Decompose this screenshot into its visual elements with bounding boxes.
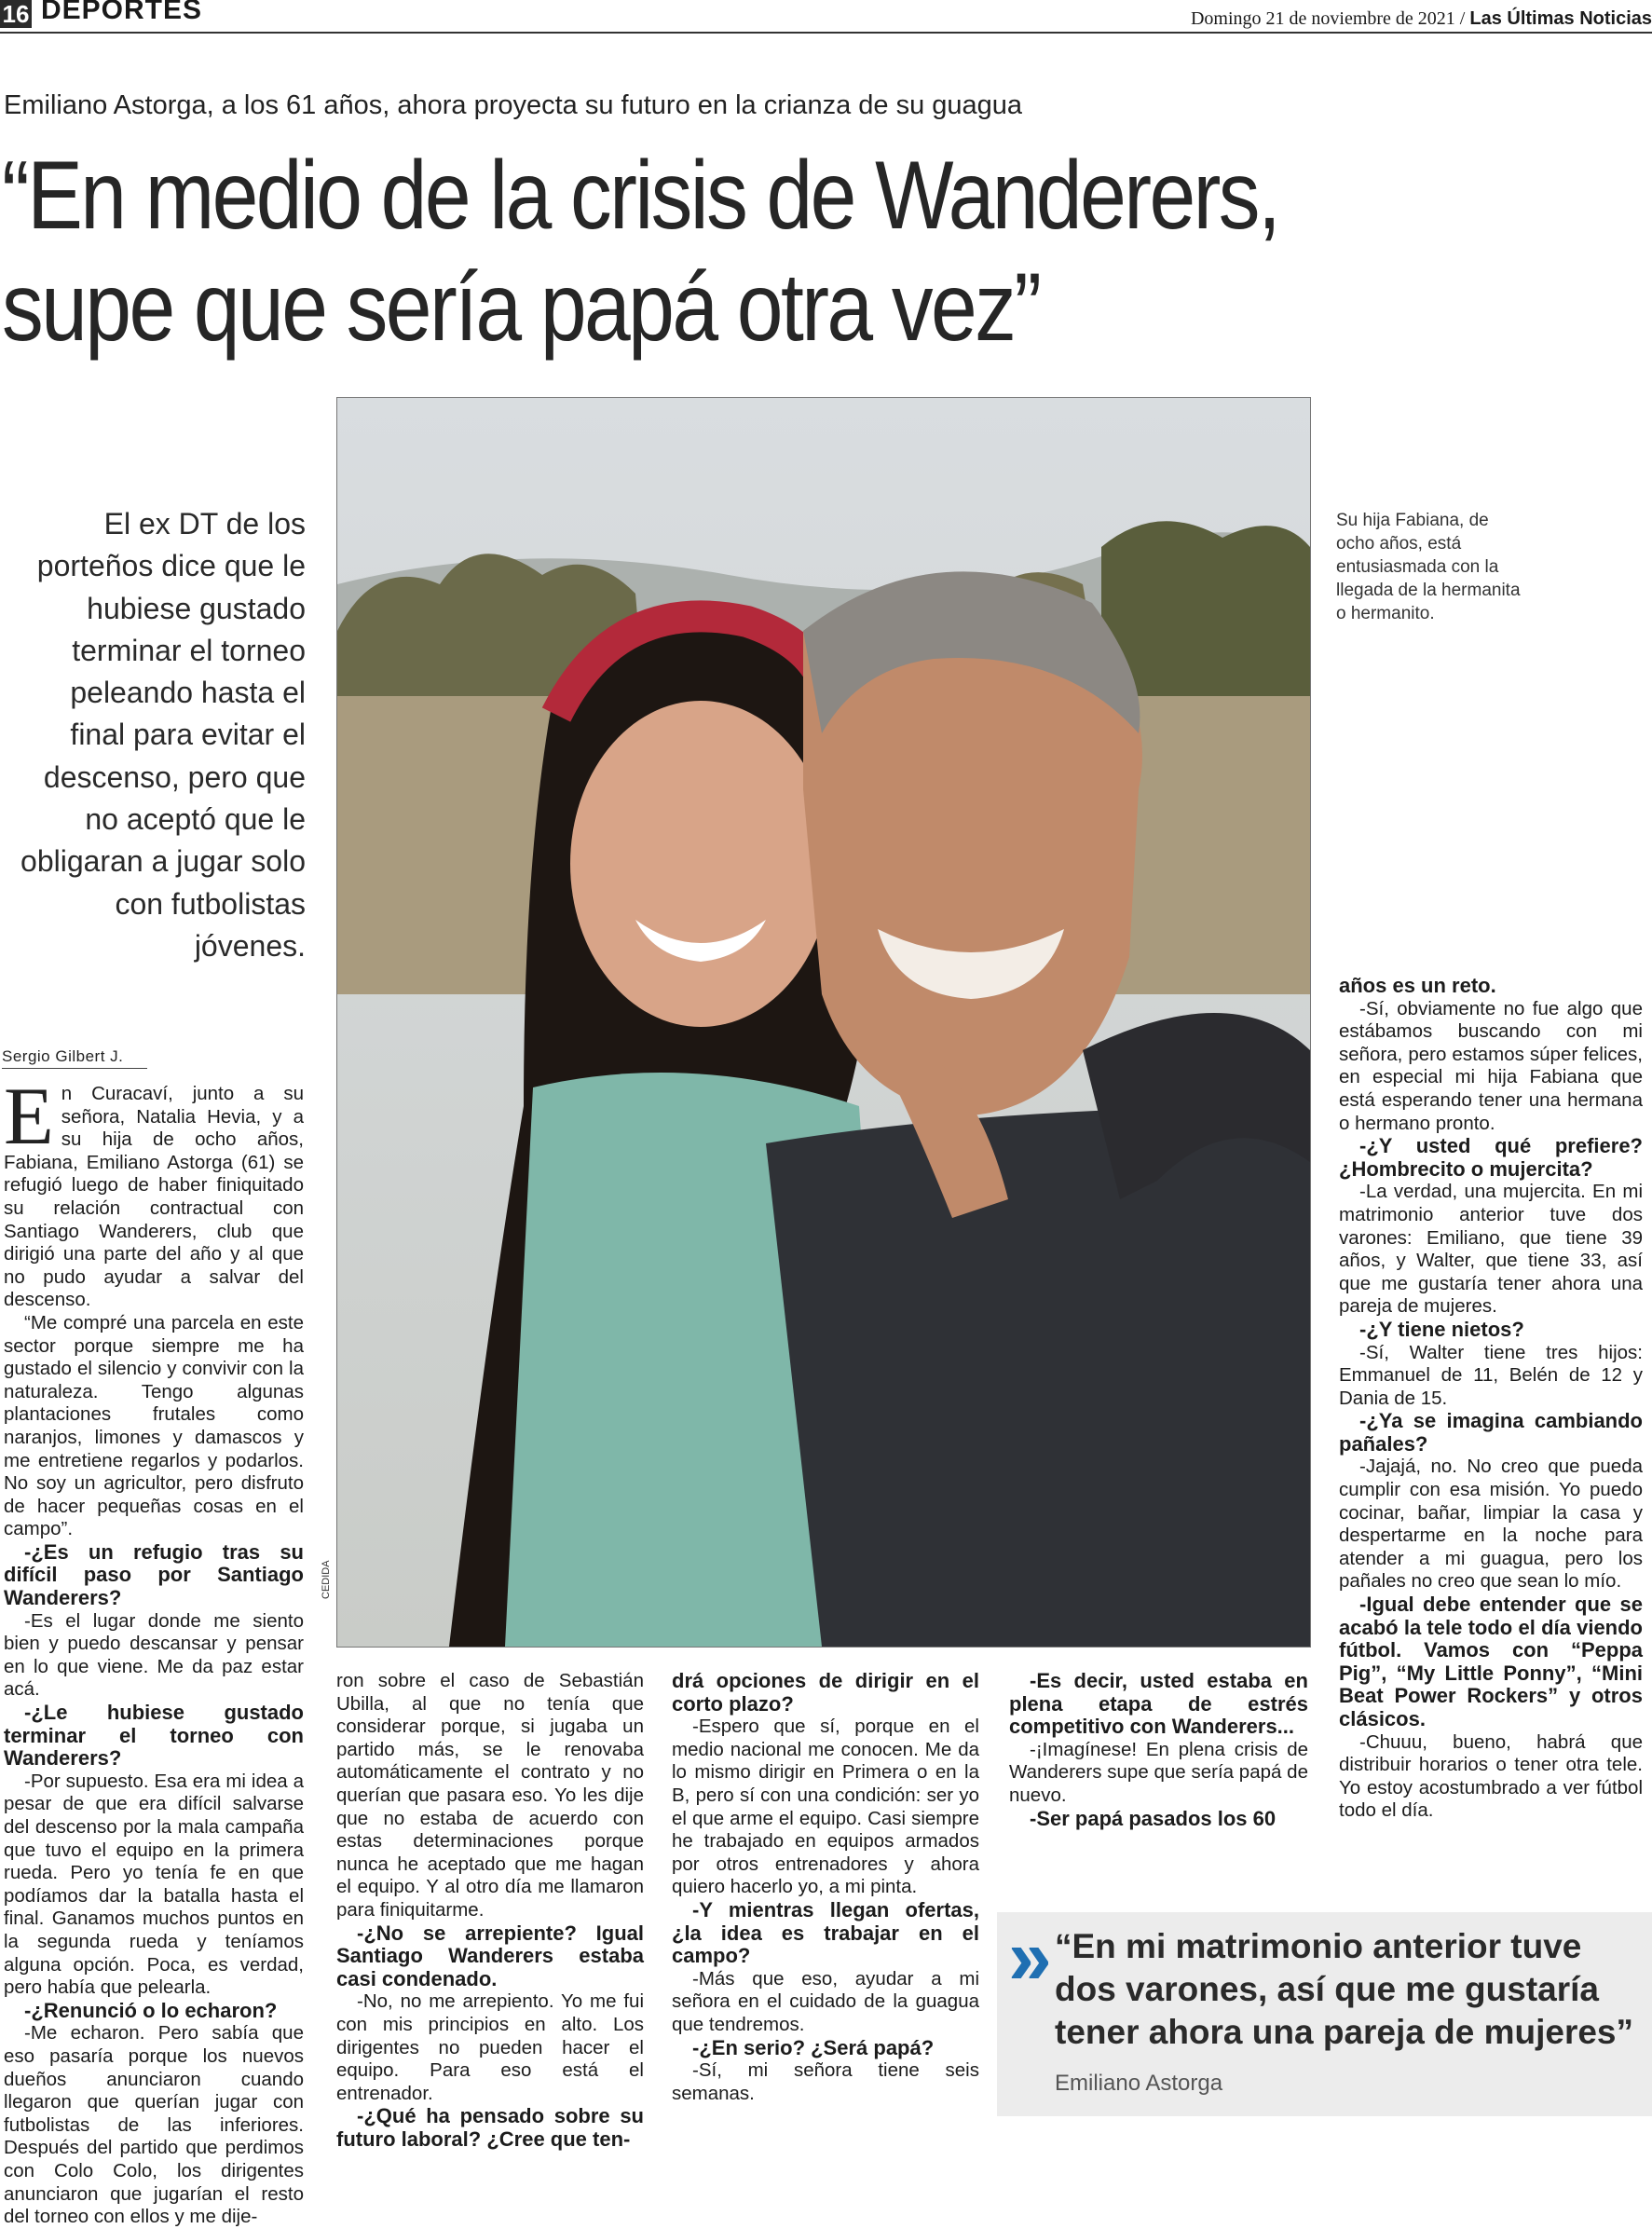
interview-answer: -Sí, Walter tiene tres hijos: Emmanuel de 11, Belén de 12 y Dania de 15. — [1339, 1341, 1643, 1409]
section-title: DEPORTES — [41, 0, 203, 25]
interview-answer: -Sí, mi señora tiene seis semanas. — [672, 2059, 979, 2104]
interview-question: -Y mientras llegan ofertas, ¿la idea es trabajar en el campo? — [672, 1897, 979, 1968]
interview-question: -¿Y tiene nietos? — [1359, 1317, 1524, 1341]
headline-line-1: “En medio de la crisis de Wanderers, — [2, 142, 1279, 250]
headline — [2, 140, 1380, 363]
interview-question: -¿Renunció o lo echaron? — [24, 1998, 278, 2022]
interview-answer: -Más que eso, ayudar a mi señora en el cuidado de la guagua que tendremos. — [672, 1967, 979, 2035]
headline-line-2: supe que sería papá otra vez” — [2, 253, 1040, 362]
interview-answer: ron sobre el caso de Sebastián Ubilla, al que no tenía que considerar porque, si jugaba un partido más, se le renovaba automáticamente el contrato y no querían que pasara eso. Yo les dije que no estaba de acuerdo con estas determinaciones porque nunca he aceptado que me hagan el equipo. Y al otro día me llamaron para finiquitarme. — [336, 1670, 644, 1921]
interview-question: -Ser papá pasados los 60 — [1030, 1806, 1277, 1830]
column-5 — [1339, 975, 1643, 1823]
quote-chevron-icon: » — [1008, 1913, 1035, 2001]
header-rule — [0, 32, 1652, 34]
column-4 — [1009, 1670, 1308, 1830]
interview-answer: -Por supuesto. Esa era mi idea a pesar de que era difícil salvarse del descenso por la mala campaña que tuvo el equipo en la primera rueda. Pero yo tenía fe en que podíamos dar la batalla hasta el final. Ganamos muchos puntos en la segunda rueda y teníamos alguna opción. Poca, es verdad, pero había que pelearla. — [4, 1770, 304, 1999]
date: Domingo 21 de noviembre de 2021 / — [1190, 8, 1466, 29]
interview-answer: -Chuuu, bueno, habrá que distribuir horarios o tener otra tele. Yo estoy acostumbrado a ver fútbol todo el día. — [1339, 1730, 1643, 1822]
column-2 — [336, 1670, 644, 2151]
interview-question: -¿Le hubiese gustado terminar el torneo con Wanderers? — [4, 1701, 304, 1771]
interview-question: -Es decir, usted estaba en plena etapa de estrés competitivo con Wanderers... — [1009, 1669, 1308, 1739]
publication-name: Las Últimas Noticias — [1469, 8, 1652, 29]
pull-quote-attribution: Emiliano Astorga — [1055, 2071, 1223, 2096]
interview-question: drá opciones de dirigir en el corto plazo? — [672, 1669, 979, 1716]
photo-illustration — [337, 398, 1310, 1647]
byline-rule — [2, 1068, 147, 1069]
dateline — [1191, 7, 1652, 30]
interview-question: -¿No se arrepiente? Igual Santiago Wanderers estaba casi condenado. — [336, 1921, 644, 1990]
kicker: Emiliano Astorga, a los 61 años, ahora proyecta su futuro en la crianza de su guagua — [4, 90, 1023, 120]
interview-answer: -No, no me arrepiento. Yo me fui con mis principios en alto. Los dirigentes no pueden hacer el equipo. Para eso está el entrenador. — [336, 1990, 644, 2104]
interview-question: -¿Es un refugio tras su difícil paso por Santiago Wanderers? — [4, 1539, 304, 1610]
interview-answer: -Me echaron. Pero sabía que eso pasaría porque los nuevos dueños anunciaron cuando llegaron que querían jugar con futbolistas de las inferiores. Después del partido que perdimos con Colo Colo, los dirigentes anunciaron que jugarían el resto del torneo con ellos y me dije- — [4, 2022, 304, 2228]
interview-question: -¿Y usted qué prefiere? ¿Hombrecito o mujercita? — [1339, 1134, 1643, 1181]
pull-quote-text: “En mi matrimonio anterior tuve dos varones, así que me gustaría tener ahora una pareja de mujeres” — [1055, 1927, 1634, 2051]
lead-paragraph — [4, 1072, 304, 1312]
interview-question: -¿Qué ha pensado sobre su futuro laboral? ¿Cree que ten- — [336, 2104, 644, 2151]
interview-question: -¿Ya se imagina cambiando pañales? — [1339, 1409, 1643, 1456]
interview-answer: “Me compré una parcela en este sector porque siempre me ha gustado el silencio y convivir con la naturaleza. Tengo algunas plantaciones frutales como naranjos, limones y damascos y me entretiene regarlos y podarlos. No soy un agricultor, pero disfruto de hacer pequeñas cosas en el campo”. — [4, 1311, 304, 1540]
photo-caption: Su hija Fabiana, de ocho años, está entusiasmada con la llegada de la hermanita o hermanito. — [1336, 511, 1521, 623]
interview-question: -Igual debe entender que se acabó la tele todo el día viendo fútbol. Vamos con “Peppa Pig”, “My Little Ponny”, “Mini Beat Power Rockers” y otros clásicos. — [1339, 1593, 1643, 1730]
interview-question: años es un reto. — [1339, 974, 1496, 997]
interview-answer: -Sí, obviamente no fue algo que estábamos buscando con mi señora, pero estamos súper felices, en especial mi hija Fabiana que está esperando tener una hermana o hermano pronto. — [1339, 997, 1643, 1134]
lead-text: n Curacaví, junto a su señora, Natalia Hevia, y a su hija de ocho años, Fabiana, Emiliano Astorga (61) se refugió luego de haber finiquitado su relación contractual con Santiago Wanderers, club que dirigió una parte del año y al que no pudo ayudar a salvar del descenso. — [4, 1083, 304, 1311]
interview-answer: -La verdad, una mujercita. En mi matrimonio anterior tuve dos varones: Emiliano, que tiene 39 años, y Walter, que tiene 33, así que me gustaría tener ahora una pareja de mujeres. — [1339, 1181, 1643, 1318]
article-photo — [336, 397, 1311, 1648]
interview-answer: -¡Imagínese! En plena crisis de Wanderers supe que sería papá de nuevo. — [1009, 1738, 1308, 1806]
photo-credit: CEDIDA — [321, 1560, 332, 1599]
deck: El ex DT de los porteños dice que le hubiese gustado terminar el torneo peleando hasta el final para evitar el descenso, pero que no aceptó que le obligaran a jugar solo con futbolistas jóvenes. — [20, 507, 306, 963]
column-3 — [672, 1670, 979, 2105]
interview-answer: -Espero que sí, porque en el medio nacional me conocen. Me da lo mismo dirigir en Primera o en la B, pero sí con una condición: ser yo el que arme el equipo. Casi siempre he trabajado en equipos armados por otros entrenadores y ahora quiero hacerlo yo, a mi pinta. — [672, 1716, 979, 1898]
column-1 — [4, 1072, 304, 2229]
drop-cap: E — [4, 1072, 54, 1162]
interview-answer: -Es el lugar donde me siento bien y puedo descansar y pensar en lo que viene. Me da paz estar acá. — [4, 1609, 304, 1701]
interview-question: -¿En serio? ¿Será papá? — [692, 2035, 935, 2059]
page-number: 16 — [0, 0, 32, 28]
interview-answer: -Jajajá, no. No creo que pueda cumplir con esa misión. Yo puedo cocinar, bañar, limpiar la casa y despertarme en la noche para atender a mi guagua, pero los pañales no creo que sean lo mío. — [1339, 1456, 1643, 1593]
byline: Sergio Gilbert J. — [2, 1047, 124, 1065]
